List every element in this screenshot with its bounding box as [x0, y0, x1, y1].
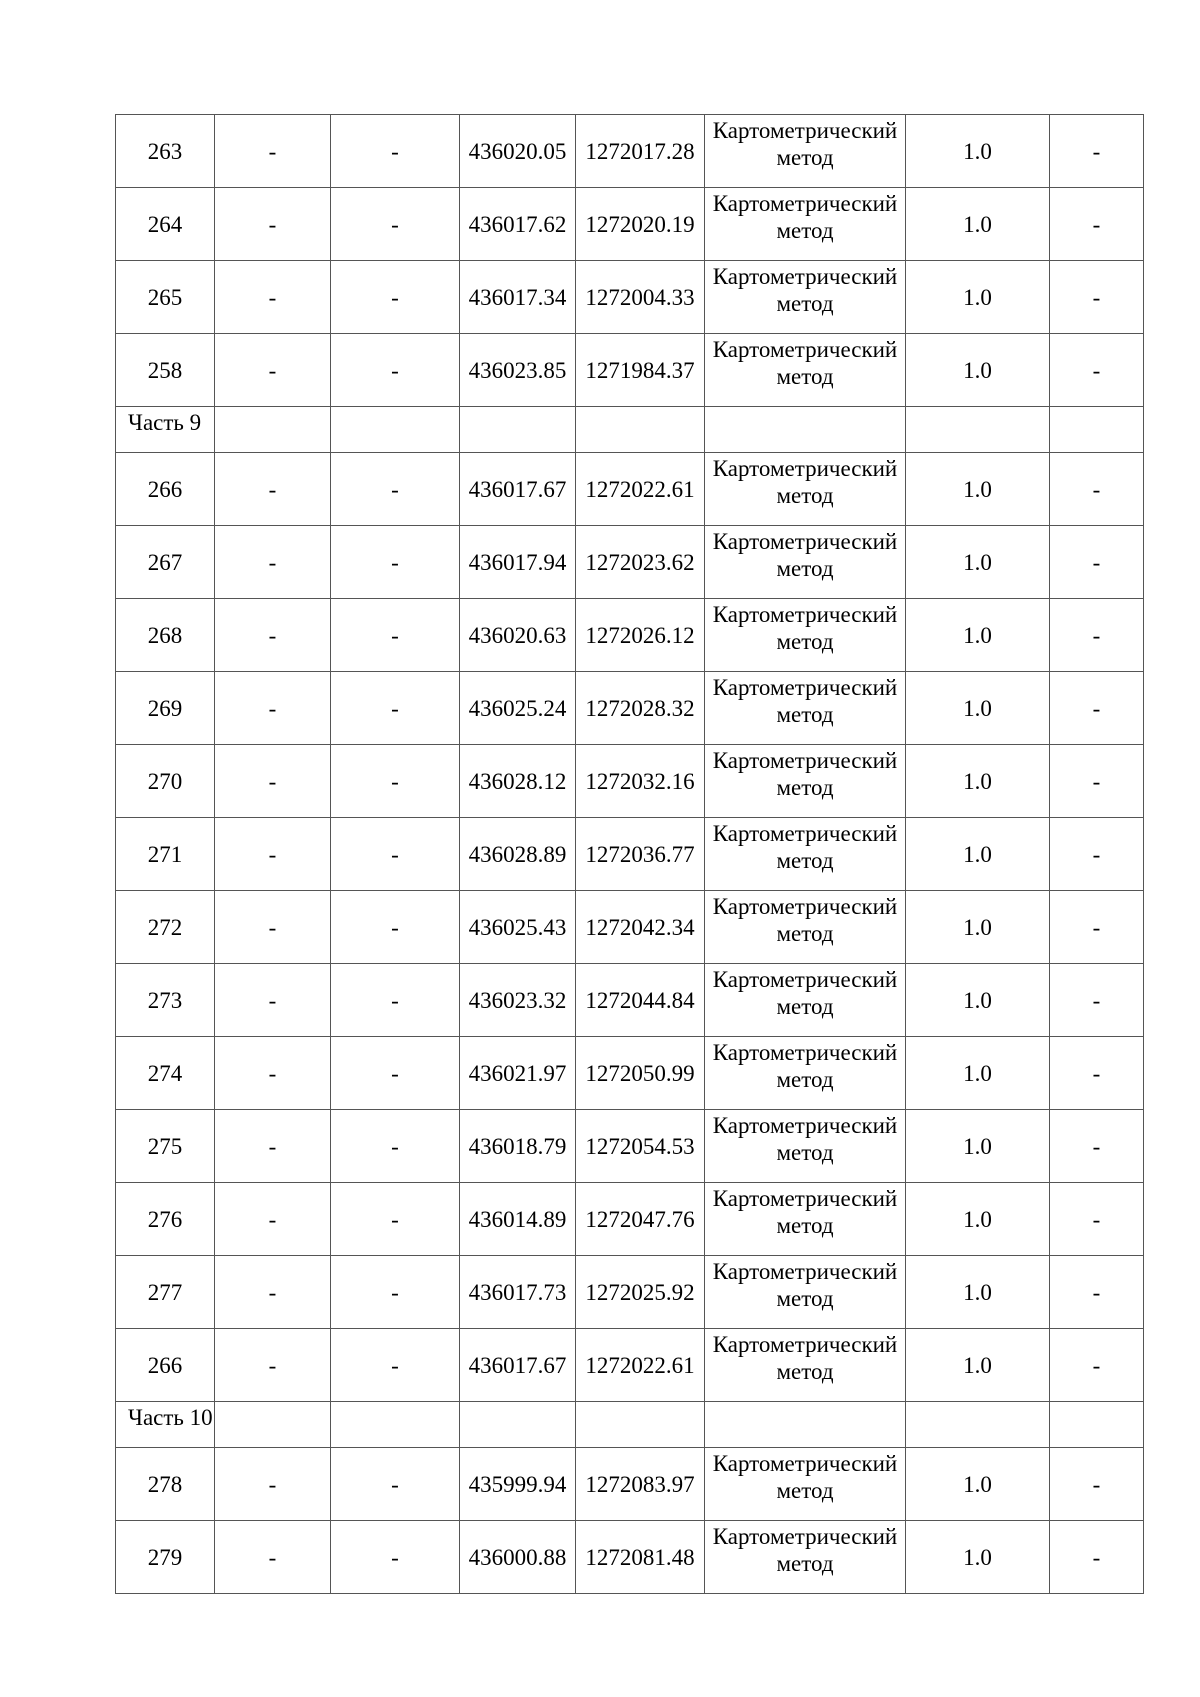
accuracy-value: 1.0	[906, 745, 1050, 818]
x-coordinate: 436021.97	[460, 1037, 576, 1110]
old-y-cell: -	[331, 964, 460, 1037]
old-y-cell: -	[331, 1448, 460, 1521]
accuracy-value: 1.0	[906, 1448, 1050, 1521]
method-line-1: Картометрический	[712, 748, 898, 773]
x-coordinate: 436017.67	[460, 453, 576, 526]
accuracy-value: 1.0	[906, 115, 1050, 188]
point-number: 271	[116, 818, 215, 891]
method-cell	[705, 453, 906, 526]
empty-cell	[906, 407, 1050, 453]
table-body	[116, 115, 1144, 1594]
empty-cell	[1050, 1402, 1144, 1448]
method-line-1: Картометрический	[712, 1524, 898, 1549]
accuracy-value: 1.0	[906, 261, 1050, 334]
table-row	[116, 1110, 1144, 1183]
description-cell: -	[1050, 964, 1144, 1037]
accuracy-value: 1.0	[906, 818, 1050, 891]
method-cell	[705, 1110, 906, 1183]
old-y-cell: -	[331, 453, 460, 526]
description-cell: -	[1050, 599, 1144, 672]
y-coordinate: 1272004.33	[576, 261, 705, 334]
description-cell: -	[1050, 334, 1144, 407]
description-cell: -	[1050, 115, 1144, 188]
method-line-1: Картометрический	[712, 675, 898, 700]
old-x-cell: -	[215, 453, 331, 526]
method-line-2: метод	[776, 145, 834, 170]
method-line-1: Картометрический	[712, 337, 898, 362]
table-row	[116, 1448, 1144, 1521]
y-coordinate: 1272081.48	[576, 1521, 705, 1594]
point-number: 279	[116, 1521, 215, 1594]
method-line-2: метод	[776, 483, 834, 508]
old-x-cell: -	[215, 891, 331, 964]
method-line-1: Картометрический	[712, 191, 898, 216]
method-cell	[705, 964, 906, 1037]
description-cell: -	[1050, 1521, 1144, 1594]
description-cell: -	[1050, 745, 1144, 818]
method-cell	[705, 261, 906, 334]
method-cell	[705, 115, 906, 188]
method-cell	[705, 745, 906, 818]
point-number: 263	[116, 115, 215, 188]
method-line-2: метод	[776, 775, 834, 800]
accuracy-value: 1.0	[906, 672, 1050, 745]
point-number: 278	[116, 1448, 215, 1521]
x-coordinate: 436020.05	[460, 115, 576, 188]
point-number: 272	[116, 891, 215, 964]
empty-cell	[705, 1402, 906, 1448]
method-line-1: Картометрический	[712, 821, 898, 846]
old-y-cell: -	[331, 1110, 460, 1183]
accuracy-value: 1.0	[906, 599, 1050, 672]
old-y-cell: -	[331, 745, 460, 818]
x-coordinate: 436017.94	[460, 526, 576, 599]
method-line-2: метод	[776, 1359, 834, 1384]
table-row	[116, 1256, 1144, 1329]
section-label: Часть 9	[116, 407, 215, 453]
method-cell	[705, 891, 906, 964]
old-y-cell: -	[331, 1183, 460, 1256]
method-cell	[705, 1521, 906, 1594]
accuracy-value: 1.0	[906, 526, 1050, 599]
table-row	[116, 1329, 1144, 1402]
point-number: 265	[116, 261, 215, 334]
old-y-cell: -	[331, 599, 460, 672]
table-row	[116, 672, 1144, 745]
method-cell	[705, 1448, 906, 1521]
x-coordinate: 436028.89	[460, 818, 576, 891]
accuracy-value: 1.0	[906, 891, 1050, 964]
y-coordinate: 1272054.53	[576, 1110, 705, 1183]
table-row	[116, 1183, 1144, 1256]
description-cell: -	[1050, 891, 1144, 964]
table-row	[116, 599, 1144, 672]
x-coordinate: 436018.79	[460, 1110, 576, 1183]
x-coordinate: 436025.24	[460, 672, 576, 745]
point-number: 277	[116, 1256, 215, 1329]
old-y-cell: -	[331, 672, 460, 745]
old-y-cell: -	[331, 526, 460, 599]
method-cell	[705, 188, 906, 261]
table-row	[116, 964, 1144, 1037]
y-coordinate: 1272028.32	[576, 672, 705, 745]
table-row	[116, 1037, 1144, 1110]
table-row	[116, 115, 1144, 188]
old-y-cell: -	[331, 1256, 460, 1329]
old-x-cell: -	[215, 1329, 331, 1402]
x-coordinate: 436023.85	[460, 334, 576, 407]
description-cell: -	[1050, 1110, 1144, 1183]
old-x-cell: -	[215, 188, 331, 261]
method-cell	[705, 672, 906, 745]
old-x-cell: -	[215, 261, 331, 334]
point-number: 275	[116, 1110, 215, 1183]
point-number: 266	[116, 1329, 215, 1402]
description-cell: -	[1050, 1329, 1144, 1402]
table-row	[116, 745, 1144, 818]
empty-cell	[215, 407, 331, 453]
table-row	[116, 526, 1144, 599]
accuracy-value: 1.0	[906, 334, 1050, 407]
old-x-cell: -	[215, 1448, 331, 1521]
accuracy-value: 1.0	[906, 964, 1050, 1037]
y-coordinate: 1272022.61	[576, 453, 705, 526]
y-coordinate: 1272050.99	[576, 1037, 705, 1110]
x-coordinate: 435999.94	[460, 1448, 576, 1521]
method-line-1: Картометрический	[712, 264, 898, 289]
accuracy-value: 1.0	[906, 1110, 1050, 1183]
method-line-1: Картометрический	[712, 1186, 898, 1211]
method-line-2: метод	[776, 1067, 834, 1092]
method-line-1: Картометрический	[712, 118, 898, 143]
method-line-1: Картометрический	[712, 1451, 898, 1476]
x-coordinate: 436017.73	[460, 1256, 576, 1329]
method-line-2: метод	[776, 291, 834, 316]
old-x-cell: -	[215, 1110, 331, 1183]
y-coordinate: 1272036.77	[576, 818, 705, 891]
method-cell	[705, 1329, 906, 1402]
method-cell	[705, 526, 906, 599]
old-y-cell: -	[331, 891, 460, 964]
old-x-cell: -	[215, 818, 331, 891]
old-x-cell: -	[215, 1521, 331, 1594]
point-number: 269	[116, 672, 215, 745]
empty-cell	[460, 1402, 576, 1448]
method-line-2: метод	[776, 848, 834, 873]
y-coordinate: 1272047.76	[576, 1183, 705, 1256]
y-coordinate: 1272025.92	[576, 1256, 705, 1329]
point-number: 273	[116, 964, 215, 1037]
accuracy-value: 1.0	[906, 1521, 1050, 1594]
method-line-1: Картометрический	[712, 1332, 898, 1357]
description-cell: -	[1050, 672, 1144, 745]
empty-cell	[906, 1402, 1050, 1448]
description-cell: -	[1050, 1037, 1144, 1110]
accuracy-value: 1.0	[906, 453, 1050, 526]
x-coordinate: 436014.89	[460, 1183, 576, 1256]
description-cell: -	[1050, 818, 1144, 891]
accuracy-value: 1.0	[906, 1329, 1050, 1402]
description-cell: -	[1050, 453, 1144, 526]
old-y-cell: -	[331, 1037, 460, 1110]
empty-cell	[331, 1402, 460, 1448]
empty-cell	[576, 1402, 705, 1448]
method-line-1: Картометрический	[712, 529, 898, 554]
old-y-cell: -	[331, 1329, 460, 1402]
y-coordinate: 1272083.97	[576, 1448, 705, 1521]
old-y-cell: -	[331, 334, 460, 407]
accuracy-value: 1.0	[906, 1037, 1050, 1110]
table-row	[116, 188, 1144, 261]
method-line-2: метод	[776, 1478, 834, 1503]
x-coordinate: 436028.12	[460, 745, 576, 818]
accuracy-value: 1.0	[906, 1183, 1050, 1256]
y-coordinate: 1272020.19	[576, 188, 705, 261]
description-cell: -	[1050, 1183, 1144, 1256]
x-coordinate: 436017.34	[460, 261, 576, 334]
point-number: 274	[116, 1037, 215, 1110]
x-coordinate: 436025.43	[460, 891, 576, 964]
y-coordinate: 1272032.16	[576, 745, 705, 818]
method-line-2: метод	[776, 218, 834, 243]
y-coordinate: 1271984.37	[576, 334, 705, 407]
old-y-cell: -	[331, 1521, 460, 1594]
method-line-2: метод	[776, 702, 834, 727]
method-cell	[705, 1183, 906, 1256]
x-coordinate: 436017.67	[460, 1329, 576, 1402]
old-x-cell: -	[215, 526, 331, 599]
point-number: 270	[116, 745, 215, 818]
accuracy-value: 1.0	[906, 188, 1050, 261]
old-x-cell: -	[215, 599, 331, 672]
old-y-cell: -	[331, 188, 460, 261]
description-cell: -	[1050, 526, 1144, 599]
empty-cell	[331, 407, 460, 453]
empty-cell	[215, 1402, 331, 1448]
description-cell: -	[1050, 1256, 1144, 1329]
method-line-1: Картометрический	[712, 1040, 898, 1065]
point-number: 258	[116, 334, 215, 407]
table-row	[116, 453, 1144, 526]
method-cell	[705, 818, 906, 891]
table-row	[116, 334, 1144, 407]
method-line-1: Картометрический	[712, 456, 898, 481]
table-row	[116, 891, 1144, 964]
y-coordinate: 1272044.84	[576, 964, 705, 1037]
method-line-1: Картометрический	[712, 602, 898, 627]
table-row	[116, 261, 1144, 334]
description-cell: -	[1050, 188, 1144, 261]
old-y-cell: -	[331, 261, 460, 334]
method-line-2: метод	[776, 994, 834, 1019]
method-cell	[705, 599, 906, 672]
y-coordinate: 1272017.28	[576, 115, 705, 188]
point-number: 268	[116, 599, 215, 672]
coordinates-table	[115, 114, 1144, 1594]
method-line-1: Картометрический	[712, 894, 898, 919]
method-cell	[705, 334, 906, 407]
old-x-cell: -	[215, 115, 331, 188]
empty-cell	[460, 407, 576, 453]
accuracy-value: 1.0	[906, 1256, 1050, 1329]
y-coordinate: 1272022.61	[576, 1329, 705, 1402]
point-number: 266	[116, 453, 215, 526]
description-cell: -	[1050, 261, 1144, 334]
point-number: 267	[116, 526, 215, 599]
y-coordinate: 1272026.12	[576, 599, 705, 672]
point-number: 264	[116, 188, 215, 261]
method-cell	[705, 1037, 906, 1110]
old-x-cell: -	[215, 1183, 331, 1256]
method-line-1: Картометрический	[712, 1259, 898, 1284]
point-number: 276	[116, 1183, 215, 1256]
method-line-2: метод	[776, 1286, 834, 1311]
method-line-2: метод	[776, 1140, 834, 1165]
method-line-2: метод	[776, 1551, 834, 1576]
old-y-cell: -	[331, 818, 460, 891]
section-row	[116, 407, 1144, 453]
y-coordinate: 1272023.62	[576, 526, 705, 599]
empty-cell	[1050, 407, 1144, 453]
old-y-cell: -	[331, 115, 460, 188]
old-x-cell: -	[215, 1037, 331, 1110]
method-cell	[705, 1256, 906, 1329]
table-row	[116, 1521, 1144, 1594]
method-line-1: Картометрический	[712, 1113, 898, 1138]
empty-cell	[576, 407, 705, 453]
y-coordinate: 1272042.34	[576, 891, 705, 964]
method-line-2: метод	[776, 921, 834, 946]
section-label: Часть 10	[116, 1402, 215, 1448]
method-line-2: метод	[776, 364, 834, 389]
table-row	[116, 818, 1144, 891]
empty-cell	[705, 407, 906, 453]
old-x-cell: -	[215, 745, 331, 818]
x-coordinate: 436020.63	[460, 599, 576, 672]
method-line-2: метод	[776, 629, 834, 654]
method-line-2: метод	[776, 1213, 834, 1238]
x-coordinate: 436000.88	[460, 1521, 576, 1594]
x-coordinate: 436017.62	[460, 188, 576, 261]
section-row	[116, 1402, 1144, 1448]
x-coordinate: 436023.32	[460, 964, 576, 1037]
description-cell: -	[1050, 1448, 1144, 1521]
method-line-2: метод	[776, 556, 834, 581]
old-x-cell: -	[215, 334, 331, 407]
old-x-cell: -	[215, 672, 331, 745]
method-line-1: Картометрический	[712, 967, 898, 992]
old-x-cell: -	[215, 1256, 331, 1329]
old-x-cell: -	[215, 964, 331, 1037]
